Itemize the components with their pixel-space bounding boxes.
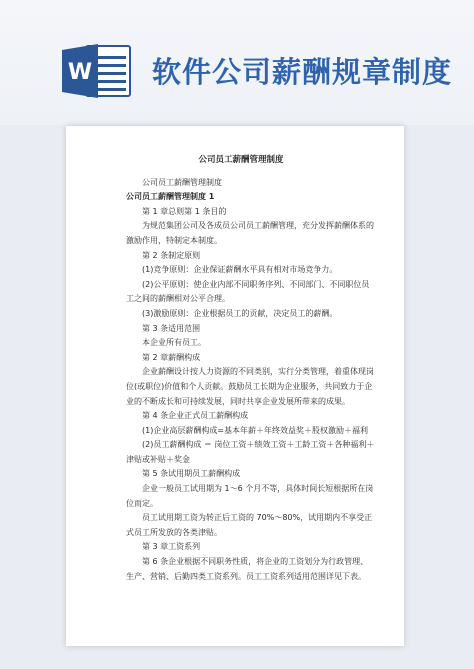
word-logo-icon	[62, 42, 132, 100]
paragraph: (1)竞争原则：企业保证薪酬水平具有相对市场竞争力。	[142, 265, 338, 275]
paragraph: 公司员工薪酬管理制度 1	[126, 192, 215, 202]
paragraph: 第 2 章薪酬构成	[142, 352, 201, 362]
logo-letter: W	[67, 60, 93, 85]
banner-title: 软件公司薪酬规章制度	[152, 55, 453, 89]
paragraph: 第 2 条制定原则	[142, 250, 201, 260]
paragraph: 公司员工薪酬管理制度	[142, 177, 222, 187]
paragraph: 为规范集团公司及各成员公司员工薪酬管理，充分发挥薪酬体系的激励作用，特制定本制度。	[126, 221, 374, 245]
paragraph: 第 4 条企业正式员工薪酬构成	[142, 411, 249, 421]
paragraph: (2)员工薪酬构成 ＝ 岗位工资＋绩效工资＋工龄工资＋各种福利＋津贴或补贴＋奖金	[126, 440, 375, 464]
document-title: 公司员工薪酬管理制度	[198, 155, 284, 165]
document-body	[126, 153, 376, 584]
paragraph: (1)企业高层薪酬构成=基本年薪＋年终效益奖＋股权激励＋福利	[142, 425, 369, 435]
paragraph: 第 3 条适用范围	[142, 323, 201, 333]
document-page	[66, 126, 404, 646]
document-lines	[126, 176, 376, 585]
paragraph: 第 3 章工资系列	[142, 542, 201, 552]
banner	[0, 0, 474, 125]
paragraph: 企业薪酬设计按人力资源的不同类别，实行分类管理，着重体现岗位(或职位)价值和个人贡献。鼓励员工长期为企业服务，共同致力于企业的不断成长和可持续发展，同时共享企业发展所带来的成果。	[126, 367, 374, 406]
paragraph: 企业一般员工试用期为 1～6 个月不等，具体时间长短根据所在岗位而定。	[126, 484, 374, 508]
paragraph: (2)公平原则：使企业内部不同职务序列、不同部门、不同职位员工之间的薪酬相对公平合理。	[126, 279, 370, 304]
paragraph: 第 5 条试用期员工薪酬构成	[142, 469, 241, 479]
paragraph: (3)激励原则：企业根据员工的贡献，决定员工的薪酬。	[142, 308, 338, 318]
paragraph: 第 6 条企业根据不同职务性质，将企业的工资划分为行政管理、生产、营销、后勤四类工资系列。员工工资系列适用范围详见下表。	[126, 557, 369, 581]
paragraph: 第 1 章总则第 1 条目的	[142, 206, 227, 216]
paragraph: 本企业所有员工。	[142, 338, 206, 348]
paragraph: 员工试用期工资为转正后工资的 70%～80%，试用期内不享受正式员工所发放的各类津贴。	[126, 513, 373, 537]
